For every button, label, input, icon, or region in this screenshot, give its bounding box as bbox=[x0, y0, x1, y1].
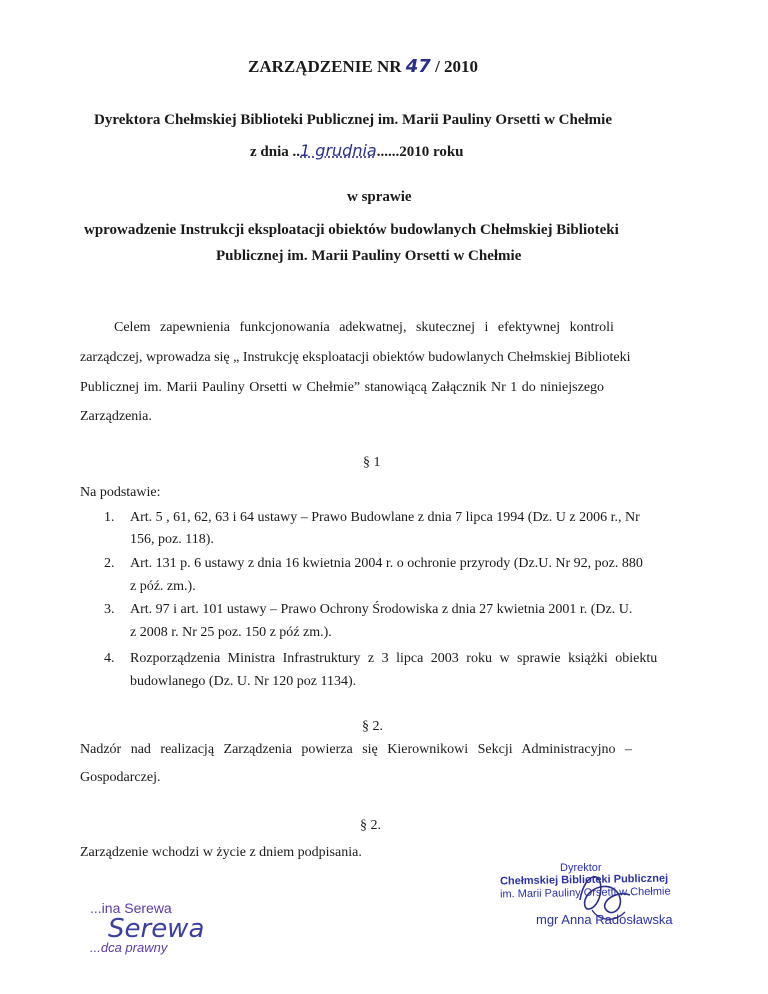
list-item-2-line-1: Art. 131 p. 6 ustawy z dnia 16 kwietnia 2004 r. o ochronie przyrody (Dz.U. Nr 92, poz. 880 bbox=[130, 556, 643, 571]
header-date bbox=[250, 141, 464, 161]
date-prefix: z dnia .. bbox=[250, 144, 301, 160]
intro-line-2: zarządczej, wprowadza się „ Instrukcję eksploatacji obiektów budowlanych Chełmskiej Biblioteki bbox=[80, 350, 631, 365]
title-number-handwritten: 47 bbox=[405, 56, 431, 77]
date-handwritten: 1 grudnia bbox=[300, 141, 377, 160]
subject-line-1: wprowadzenie Instrukcji eksploatacji obiektów budowlanych Chełmskiej Biblioteki bbox=[84, 222, 619, 238]
director-signature bbox=[570, 860, 640, 930]
title-suffix: / 2010 bbox=[430, 57, 479, 76]
director-stamp-line-3: im. Marii Pauliny Orsetti w Chełmie bbox=[499, 885, 671, 901]
intro-line-3: Publicznej im. Marii Pauliny Orsetti w Chełmie” stanowiącą Załącznik Nr 1 do niniejszego bbox=[80, 380, 605, 395]
section-3-heading: § 2. bbox=[360, 818, 381, 833]
director-stamp-line-4: mgr Anna Radosławska bbox=[536, 912, 673, 927]
director-stamp-line-1: Dyrektor bbox=[560, 862, 602, 874]
director-stamp-line-2: Chełmskiej Biblioteki Publicznej bbox=[499, 872, 669, 888]
list-item-4-number: 4. bbox=[104, 651, 115, 666]
section-2-line-1: Nadzór nad realizacją Zarządzenia powierza się Kierownikowi Sekcji Administracyjno – bbox=[80, 742, 632, 757]
list-item-3-number: 3. bbox=[104, 602, 115, 617]
list-item-3-line-2: z 2008 r. Nr 25 poz. 150 z póź zm.). bbox=[130, 625, 332, 640]
legal-advisor-stamp-line-2: ...dca prawny bbox=[90, 940, 168, 955]
title-prefix: ZARZĄDZENIE NR bbox=[248, 57, 406, 76]
section-1-heading: § 1 bbox=[363, 455, 381, 470]
header-line: Dyrektora Chełmskiej Biblioteki Publicznej im. Marii Pauliny Orsetti w Chełmie bbox=[94, 112, 612, 128]
list-item-1-line-2: 156, poz. 118). bbox=[130, 532, 214, 547]
legal-advisor-signature: Serewa bbox=[108, 914, 205, 944]
list-item-1-line-1: Art. 5 , 61, 62, 63 i 64 ustawy – Prawo Budowlane z dnia 7 lipca 1994 (Dz. U z 2006 r., Nr bbox=[130, 510, 640, 525]
subject-label: w sprawie bbox=[347, 189, 412, 205]
section-3-line-1: Zarządzenie wchodzi w życie z dniem podpisania. bbox=[80, 845, 362, 860]
subject-line-2: Publicznej im. Marii Pauliny Orsetti w Chełmie bbox=[216, 248, 522, 264]
document-title bbox=[248, 56, 478, 77]
intro-line-1: Celem zapewnienia funkcjonowania adekwatnej, skutecznej i efektywnej kontroli bbox=[114, 320, 614, 335]
legal-advisor-stamp-line-1: ...ina Serewa bbox=[90, 900, 172, 916]
list-item-4-line-2: budowlanego (Dz. U. Nr 120 poz 1134). bbox=[130, 674, 357, 689]
date-suffix: ......2010 roku bbox=[376, 144, 464, 160]
section-2-line-2: Gospodarczej. bbox=[80, 770, 161, 785]
list-item-4-line-1: Rozporządzenia Ministra Infrastruktury z 3 lipca 2003 roku w sprawie książki obiektu bbox=[130, 651, 658, 666]
section-1-lead: Na podstawie: bbox=[80, 485, 161, 500]
list-item-2-line-2: z póź. zm.). bbox=[130, 579, 196, 594]
list-item-1-number: 1. bbox=[104, 510, 115, 525]
list-item-3-line-1: Art. 97 i art. 101 ustawy – Prawo Ochrony Środowiska z dnia 27 kwietnia 2001 r. (Dz. U. bbox=[130, 602, 633, 617]
list-item-2-number: 2. bbox=[104, 556, 115, 571]
intro-line-4: Zarządzenia. bbox=[80, 409, 152, 424]
section-2-heading: § 2. bbox=[362, 719, 383, 734]
